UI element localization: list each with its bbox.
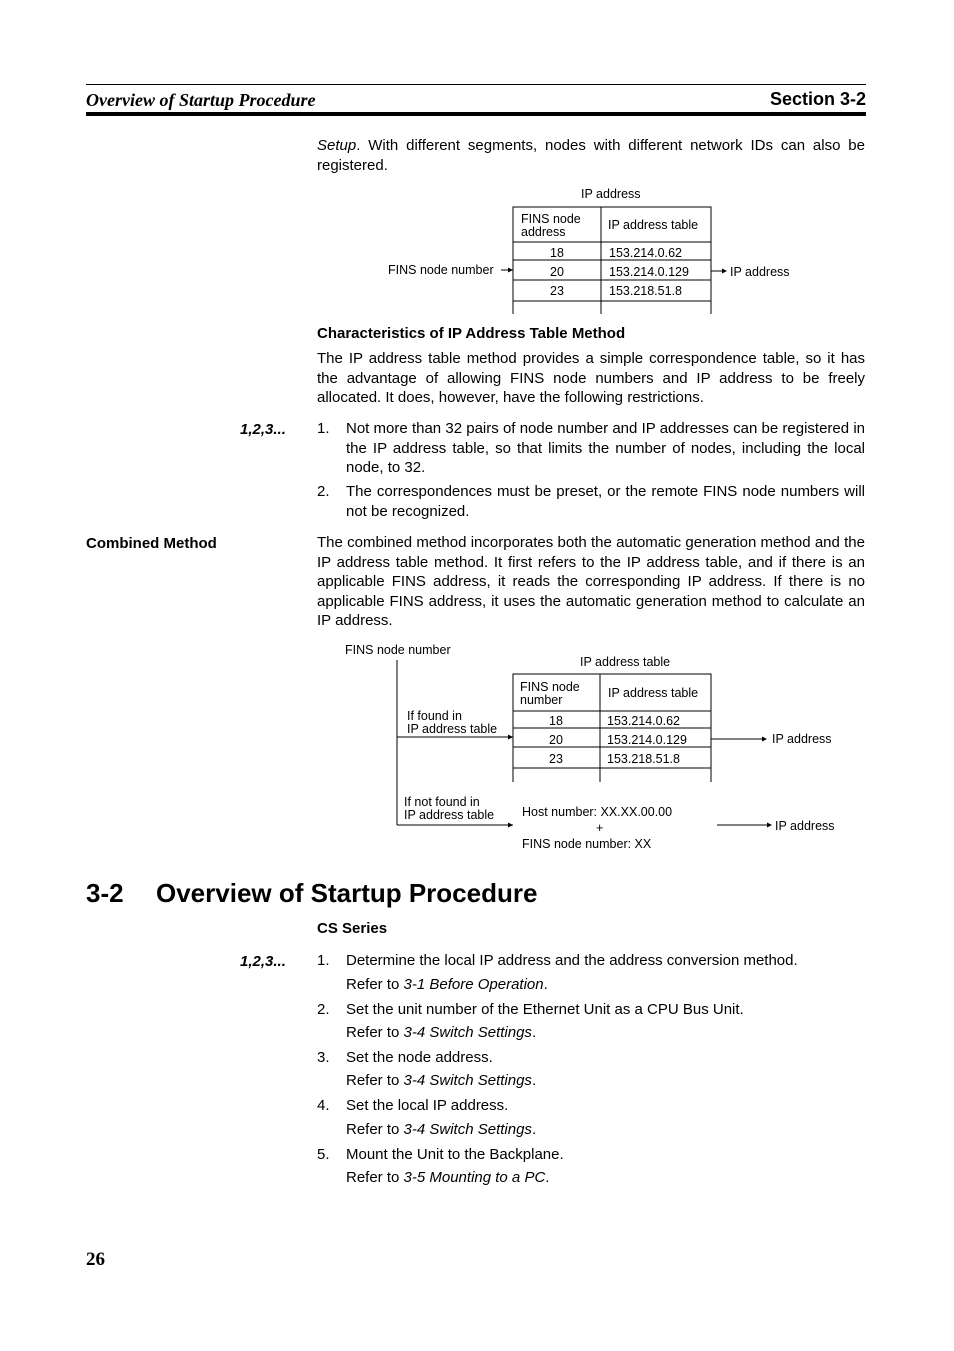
- intro-text: . With different segments, nodes with different network IDs can also be registered.: [317, 137, 865, 174]
- running-header-section: Section 3-2: [769, 89, 866, 109]
- fig1-row-node: 20: [550, 265, 564, 279]
- fig2-plus: +: [596, 821, 604, 835]
- startup-step: [317, 1048, 865, 1068]
- startup-step: [317, 951, 865, 971]
- reference-suffix: .: [543, 976, 548, 993]
- startup-step-text: Set the local IP address.: [346, 1097, 509, 1114]
- characteristics-steps-label: 1,2,3...: [240, 421, 286, 438]
- combined-method-heading: Combined Method: [86, 535, 217, 552]
- fig2-found-label-line1: If found in: [407, 709, 462, 723]
- startup-step-text: Set the node address.: [346, 1049, 493, 1066]
- reference-suffix: .: [531, 1024, 537, 1041]
- reference-link: 3-1 Before Operation: [403, 976, 544, 993]
- restriction-item: [317, 419, 865, 478]
- startup-step-text: Determine the local IP address and the address conversion method.: [346, 952, 798, 969]
- reference-prefix: Refer to: [346, 976, 404, 993]
- fig2-fins-number: FINS node number: XX: [522, 837, 652, 851]
- intro-italic-lead: Setup: [317, 137, 357, 154]
- startup-step: [317, 1096, 865, 1116]
- fig2-row-node: 18: [549, 714, 563, 728]
- startup-step-reference: [346, 976, 548, 993]
- fig2-row-ip: 153.218.51.8: [607, 752, 680, 766]
- reference-prefix: Refer to: [346, 1169, 404, 1186]
- restriction-text: Not more than 32 pairs of node number and IP addresses can be registered in the IP address table, so that limits the number of nodes, including the local node, to 32.: [346, 420, 865, 476]
- fig2-fins-label: FINS node number: [345, 643, 451, 657]
- startup-step-text: Mount the Unit to the Backplane.: [346, 1146, 564, 1163]
- section-heading: [86, 878, 537, 909]
- fig2-col-header-node-line2: number: [520, 693, 563, 707]
- page-number: 26: [86, 1249, 105, 1270]
- reference-suffix: .: [545, 1169, 550, 1186]
- startup-step-number: 5.: [317, 1146, 330, 1163]
- fig1-right-label: IP address: [730, 265, 790, 279]
- fig2-col-header-ip: IP address table: [608, 686, 699, 700]
- startup-step-reference: [346, 1072, 536, 1089]
- fig2-col-header-node-line1: FINS node: [520, 680, 580, 694]
- restriction-text: The correspondences must be preset, or the remote FINS node numbers will not be recognized.: [346, 483, 865, 520]
- restriction-number: 2.: [317, 483, 330, 500]
- reference-suffix: .: [531, 1072, 537, 1089]
- fig1-col-header-node-line1: FINS node: [521, 212, 581, 226]
- reference-link: 3-4 Switch Settings: [403, 1121, 532, 1138]
- startup-step-number: 4.: [317, 1097, 330, 1114]
- running-header-title: Overview of Startup Procedure: [86, 90, 316, 110]
- fig1-top-label: IP address: [581, 187, 641, 201]
- fig1-row-node: 18: [550, 246, 564, 260]
- fig2-row-ip: 153.214.0.129: [607, 733, 687, 747]
- fig2-row-node: 23: [549, 752, 563, 766]
- characteristics-heading: Characteristics of IP Address Table Method: [317, 325, 626, 342]
- fig2-ip-output-calculated: IP address: [775, 819, 835, 833]
- fig2-found-label-line2: IP address table: [407, 722, 498, 736]
- reference-link: 3-5 Mounting to a PC: [403, 1169, 546, 1186]
- restriction-number: 1.: [317, 420, 330, 437]
- combined-method-figure: [340, 640, 860, 860]
- fig1-row-node: 23: [550, 284, 564, 298]
- reference-prefix: Refer to: [346, 1072, 404, 1089]
- fig1-row-ip: 153.214.0.129: [609, 265, 689, 279]
- startup-step: [317, 1000, 865, 1020]
- fig1-left-label: FINS node number: [388, 263, 494, 277]
- reference-link: 3-4 Switch Settings: [403, 1072, 532, 1089]
- reference-suffix: .: [531, 1121, 537, 1138]
- intro-paragraph: [317, 136, 865, 175]
- fig1-row-ip: 153.218.51.8: [609, 284, 682, 298]
- startup-step-reference: [346, 1121, 536, 1138]
- header-bottom-rule: [86, 112, 866, 116]
- startup-step-reference: [346, 1024, 536, 1041]
- startup-step-number: 3.: [317, 1049, 330, 1066]
- fig2-ip-output-found: IP address: [772, 732, 832, 746]
- reference-prefix: Refer to: [346, 1121, 404, 1138]
- fig2-not-found-label-line2: IP address table: [404, 808, 495, 822]
- fig2-row-node: 20: [549, 733, 563, 747]
- reference-prefix: Refer to: [346, 1024, 404, 1041]
- characteristics-body: The IP address table method provides a simple correspondence table, so it has the advantage of allowing FINS node numbers and IP address to be freely allocated. It does, however, have the following restrictions.: [317, 350, 865, 406]
- startup-step-text: Set the unit number of the Ethernet Unit as a CPU Bus Unit.: [346, 1001, 744, 1018]
- fig1-col-header-ip: IP address table: [608, 218, 699, 232]
- restriction-item: [317, 482, 865, 521]
- header-top-rule: [86, 84, 866, 85]
- startup-step: [317, 1145, 865, 1165]
- cs-series-heading: CS Series: [317, 920, 388, 937]
- startup-steps-label: 1,2,3...: [240, 953, 286, 970]
- ip-address-table-figure: [380, 180, 810, 320]
- fig1-row-ip: 153.214.0.62: [609, 246, 682, 260]
- startup-step-number: 1.: [317, 952, 330, 969]
- fig2-host-number: Host number: XX.XX.00.00: [522, 805, 673, 819]
- section-number: 3-2: [86, 878, 124, 908]
- fig1-col-header-node-line2: address: [521, 225, 566, 239]
- fig2-table-label: IP address table: [580, 655, 671, 669]
- reference-link: 3-4 Switch Settings: [403, 1024, 532, 1041]
- fig2-not-found-label-line1: If not found in: [404, 795, 480, 809]
- section-title: Overview of Startup Procedure: [156, 878, 538, 908]
- startup-step-reference: [346, 1169, 549, 1186]
- fig2-row-ip: 153.214.0.62: [607, 714, 680, 728]
- combined-method-body: The combined method incorporates both the automatic generation method and the IP address table method. It first refers to the IP address table, and if there is an applicable FINS address, it reads the corresponding IP address. If there is no applicable FINS address, it uses the automatic generation method to calculate an IP address.: [317, 534, 865, 629]
- startup-step-number: 2.: [317, 1001, 330, 1018]
